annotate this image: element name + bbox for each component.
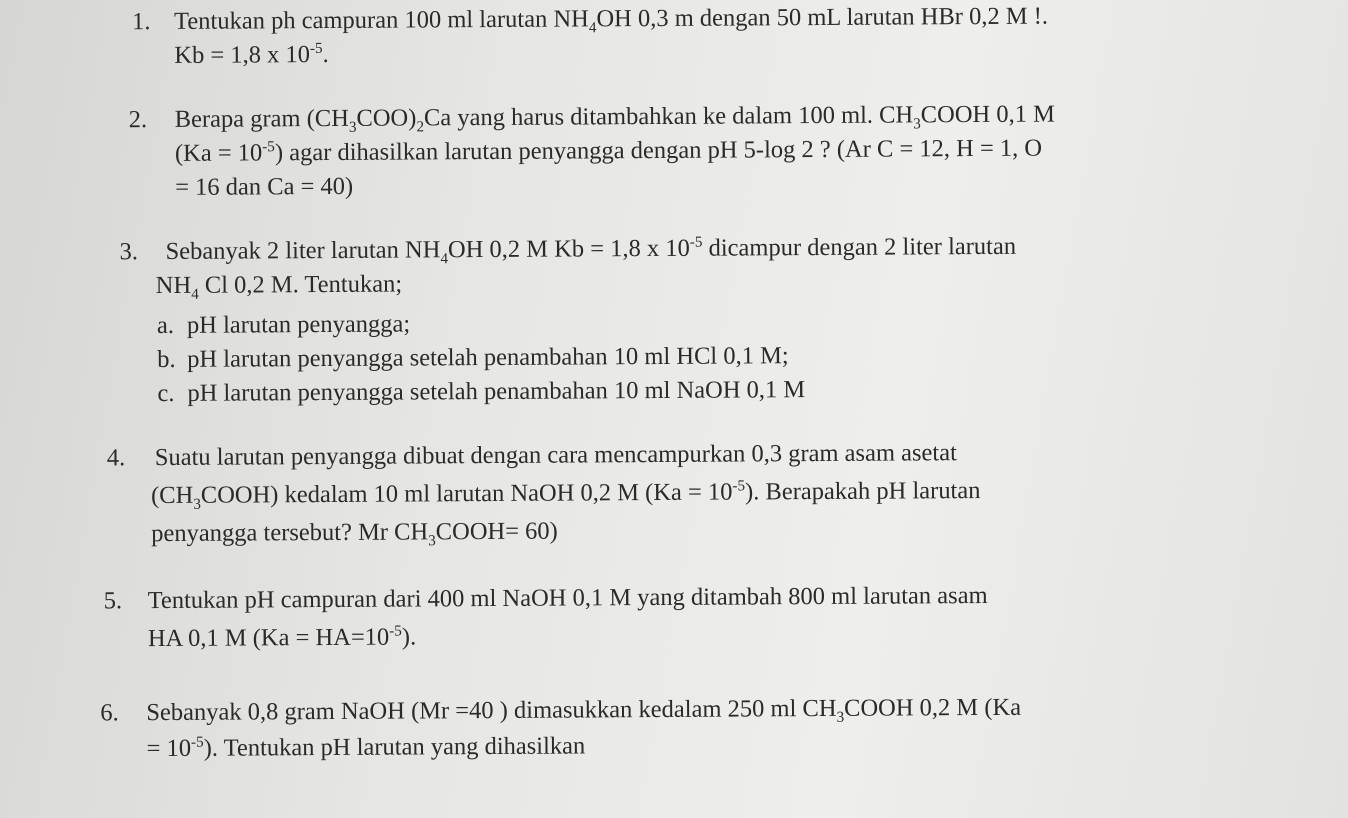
question-1-line-2: Kb = 1,8 x $10^{-5}$. — [174, 39, 329, 69]
question-2-line-3: = 16 dan Ca = 40) — [175, 172, 354, 201]
question-3-item-a: a. pH larutan penyangga; — [156, 310, 411, 340]
question-1-line-1: 1. Tentukan ph campuran 100 ml larutan $NH_4OH$ 0,3 m dengan 50 mL larutan HBr 0,2 M !. — [132, 0, 1048, 39]
question-1 — [132, 0, 1048, 73]
question-number: 6. — [100, 699, 119, 727]
question-4-line-2: $(CH_3COOH)$ kedalam 10 ml larutan NaOH 0,2 M $(Ka = 10^{-5})$. Berapakah pH larutan — [150, 477, 981, 513]
question-3-item-b: b. pH larutan penyangga setelah penambahan 10 ml HCl 0,1 M; — [157, 342, 789, 374]
question-4-line-1: 4. Suatu larutan penyangga dibuat dengan cara mencampurkan 0,3 gram asam asetat — [107, 436, 981, 475]
question-2-line-1: 2. Berapa gram $(CH_3COO)_2Ca$ yang harus ditambahkan ke dalam 100 ml. $CH_3COOH$ 0,1 M — [128, 100, 1055, 136]
question-4 — [107, 436, 981, 551]
question-number: 3. — [119, 238, 138, 266]
question-3 — [119, 230, 1016, 303]
question-6-line-2: = $10^{-5}$). Tentukan pH larutan yang dihasilkan — [146, 732, 586, 763]
question-2 — [129, 98, 1056, 206]
question-3-line-1: 3. Sebanyak 2 liter larutan $NH_4OH$ 0,2 M Kb = 1,8 x $10^{-5}$ dicampur dengan 2 liter larutan — [119, 230, 1016, 269]
question-5-line-1: 5. Tentukan pH campuran dari 400 ml NaOH 0,1 M yang ditambah 800 ml larutan asam — [104, 579, 988, 618]
question-3-line-2: $NH_4$ Cl 0,2 M. Tentukan; — [155, 270, 403, 303]
question-number: 1. — [132, 8, 151, 36]
question-2-line-2: $(Ka = 10^{-5})$ agar dihasilkan larutan penyangga dengan pH 5-log 2 ? (Ar C = 12, H = 1, O — [174, 134, 1043, 167]
question-number: 2. — [128, 106, 148, 134]
question-5-line-2: HA 0,1 M $(Ka = HA=10^{-5})$. — [147, 622, 417, 653]
question-6-line-1: 6. Sebanyak 0,8 gram NaOH (Mr =40 ) dimasukkan kedalam 250 ml $CH_3COOH$ 0,2 M (Ka — [100, 691, 1021, 731]
question-4-line-3: penyangga tersebut? Mr $CH_3COOH= 60$) — [151, 517, 558, 550]
question-6 — [100, 691, 1021, 767]
question-5 — [104, 579, 988, 656]
question-3-item-c: c. pH larutan penyangga setelah penambahan 10 ml NaOH 0,1 M — [157, 376, 806, 408]
question-number: 5. — [103, 587, 123, 615]
question-number: 4. — [106, 444, 126, 472]
